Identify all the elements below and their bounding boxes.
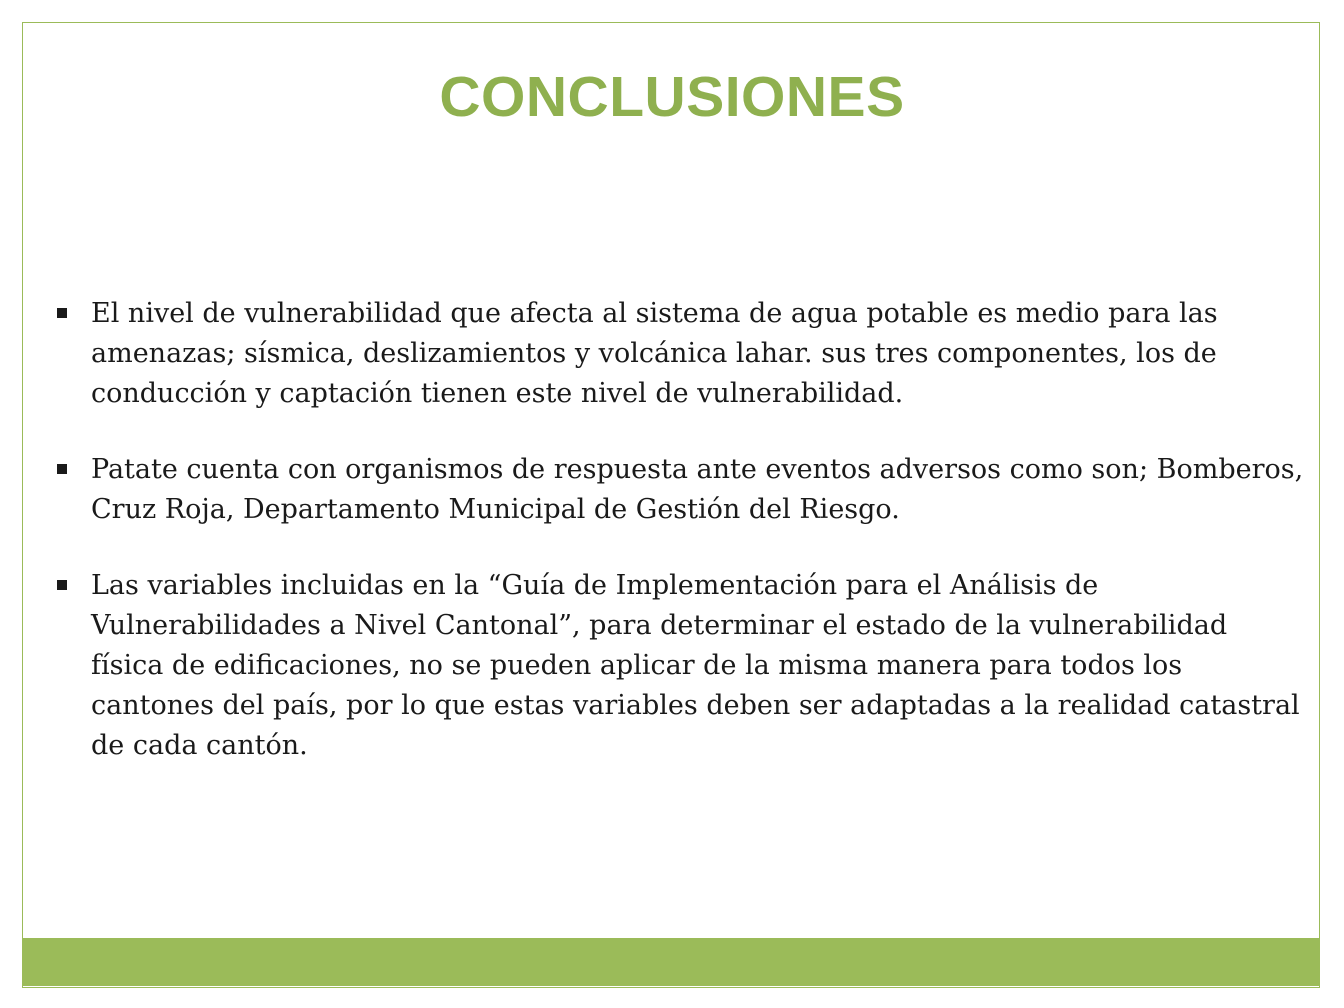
square-bullet-icon xyxy=(57,580,67,590)
list-item xyxy=(57,566,1307,766)
square-bullet-icon xyxy=(57,464,67,474)
bullet-text: Patate cuenta con organismos de respuesta ante eventos adversos como son; Bomberos, Cruz Roja, Departamento Municipal de Gestión del Riesgo. xyxy=(91,454,1304,525)
conclusions-list xyxy=(57,294,1307,802)
list-item xyxy=(57,294,1307,414)
bullet-text: El nivel de vulnerabilidad que afecta al sistema de agua potable es medio para las amenazas; sísmica, deslizamientos y volcánica lahar. sus tres componentes, los de conducción y captación tienen este nivel de vulnerabilidad. xyxy=(91,298,1218,409)
list-item xyxy=(57,450,1307,530)
page-title: CONCLUSIONES xyxy=(439,65,905,129)
footer-accent-bar xyxy=(22,938,1320,986)
bullet-text: Las variables incluidas en la “Guía de Implementación para el Análisis de Vulnerabilidades a Nivel Cantonal”, para determinar el estado de la vulnerabilidad física de edificaciones, no se pueden aplicar de la misma manera para todos los cantones del país, por lo que estas variables deben ser adaptadas a la realidad catastral de cada cantón. xyxy=(91,570,1300,761)
square-bullet-icon xyxy=(57,308,67,318)
